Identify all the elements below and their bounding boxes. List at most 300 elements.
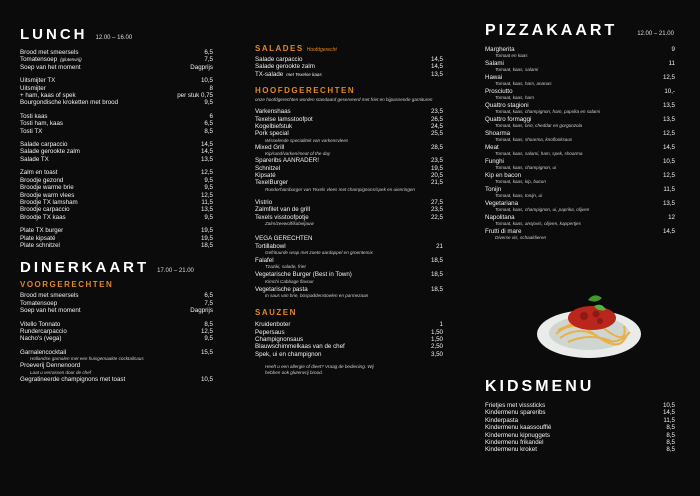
menu-item-label: Salami (485, 60, 504, 67)
menu-item-name (485, 214, 515, 221)
menu-item-price: 23,5 (430, 108, 443, 116)
menu-item-note: Tzaziki, salade, friet (265, 264, 306, 270)
menu-item-name (255, 71, 322, 78)
menu-item-note: Tomaat, kaas, salami, ham, spek, shoarma (495, 151, 583, 157)
menu-item-note: Kimchi Cabbage flavour (265, 278, 314, 284)
menu-item (255, 63, 443, 70)
menu-item-label: Pork special (255, 130, 289, 138)
menu-item (485, 46, 675, 53)
menu-item-label: Zalmfilet van de grill (255, 206, 311, 214)
menu-item-price: 10,5 (200, 375, 213, 383)
menu-item-note: Tomaat, kaas, champignon, ham, paprika en salami (495, 109, 601, 115)
menu-item (255, 123, 443, 130)
menu-item (485, 439, 675, 446)
pizza-title: PIZZAKAART (485, 22, 618, 39)
menu-item-label: Salade carpaccio (255, 56, 303, 63)
menu-item-label: Kogelbiefstuk (255, 123, 293, 131)
menu-item-name (255, 108, 291, 115)
menu-item (485, 228, 675, 235)
menu-item-label: Uitsmijter TX (20, 77, 56, 85)
menu-item-price: 13,5 (662, 200, 675, 207)
menu-item-price: 7,5 (204, 56, 213, 64)
menu-item-price: 8,5 (666, 431, 675, 439)
menu-item-price: 8,5 (666, 446, 675, 454)
menu-item (255, 144, 443, 151)
menu-item (255, 243, 443, 250)
menu-item-price: Dagprijs (190, 63, 213, 71)
spaghetti-plate-icon (534, 288, 644, 362)
menu-item (255, 329, 443, 336)
menu-item (20, 242, 213, 249)
menu-item-name (255, 179, 288, 186)
menu-item-label: Vitello Tonnato (20, 320, 61, 328)
menu-item-price: 13,5 (662, 102, 675, 109)
menu-item (20, 349, 213, 356)
menu-item-label: Kindermenu kroket (485, 446, 537, 454)
menu-item-name (255, 286, 308, 293)
menu-item (20, 192, 213, 199)
menu-item-price: 18,5 (200, 241, 213, 249)
menu-item-price: 10,5 (662, 158, 675, 165)
menu-item-label: Falafel (255, 256, 274, 264)
sauzen-title: SAUZEN (255, 308, 297, 318)
menu-item-name (20, 328, 67, 335)
diner-list (20, 292, 213, 383)
menu-item-price: 14,5 (430, 63, 443, 71)
menu-item-name (20, 64, 81, 71)
menu-item (485, 74, 675, 81)
menu-item-label: Funghi (485, 158, 504, 165)
menu-item-price: 14,5 (662, 409, 675, 417)
menu-item-note: Wisselende specialiteit van varkensvlees (265, 137, 349, 143)
menu-item (255, 206, 443, 213)
menu-item-price: 13,5 (200, 206, 213, 214)
pizza-column (485, 0, 675, 242)
menu-item-name (20, 206, 70, 213)
diner-title: DINERKAART (20, 259, 150, 277)
menu-item-price: 13,5 (200, 155, 213, 163)
menu-item-note: Tomaat, kaas, salami (495, 67, 539, 73)
menu-item-price: 10,5 (662, 402, 675, 409)
menu-item-price: 24,5 (430, 123, 443, 131)
menu-item (20, 321, 213, 328)
menu-item (20, 113, 213, 120)
menu-item-price: per stuk 0,75 (177, 92, 213, 100)
menu-item-name (20, 376, 125, 383)
menu-item-price: 10,5 (200, 77, 213, 85)
menu-item (255, 286, 443, 293)
menu-item-label: Spareribs AANRADER! (255, 157, 319, 165)
menu-item (20, 85, 213, 92)
menu-item (255, 71, 443, 78)
menu-item-price: 12,5 (662, 172, 675, 179)
menu-item (20, 49, 213, 56)
menu-item-name (485, 46, 515, 53)
menu-item-price: 18,5 (430, 271, 443, 279)
menu-item-label: Nacho's (vega) (20, 335, 62, 343)
menu-item-price: 19,5 (430, 164, 443, 172)
menu-item-price: 8,5 (666, 439, 675, 447)
menu-item-note: Hollandse garnalen met een huisgemaakte cocktailsaus (30, 356, 144, 362)
menu-item-name (255, 63, 315, 70)
menu-item (485, 409, 675, 416)
menu-item (20, 300, 213, 307)
menu-item (20, 307, 213, 314)
menu-item (485, 432, 675, 439)
menu-item-name (255, 123, 292, 130)
menu-item (255, 157, 443, 164)
menu-item-label: + ham, kaas of spek (20, 92, 76, 100)
menu-item-price: 1,50 (430, 335, 443, 343)
menu-item-note: Laat u verrassen door de chef (30, 369, 92, 375)
menu-item-label: Salade gerookte zalm (255, 63, 315, 71)
lunch-title: LUNCH (20, 26, 88, 43)
salades-header (255, 44, 443, 53)
menu-item-note: Tomaat, kaas, ham, ananas (495, 81, 552, 87)
menu-item-price: 21 (436, 242, 443, 250)
menu-item-name (485, 200, 518, 207)
menu-item (255, 199, 443, 206)
menu-item-name (255, 165, 280, 172)
menu-item-label: Kindermenu frikandel (485, 439, 544, 447)
menu-item-label: Spek, ui en champignon (255, 350, 322, 358)
menu-item-name (255, 243, 286, 250)
menu-item-label: Vegetarische pasta (255, 285, 308, 293)
menu-item-note: Zalm/zeewolf/kabeljauw (265, 221, 314, 227)
menu-item-note: Tomaat, kaas, tonijn, ui (495, 193, 543, 199)
menu-item-name (485, 402, 545, 409)
menu-item (485, 158, 675, 165)
menu-item-note: Runderhamburger van Texels vlees met champignons/spek en uienringen (265, 186, 415, 192)
menu-item-label: Napolitana (485, 214, 515, 221)
menu-item-note: Tomaat, kaas, shoarma, knoflooksaus (495, 137, 573, 143)
menu-item (485, 60, 675, 67)
menu-item-label: Brood met smeersels (20, 292, 79, 300)
menu-item (20, 148, 213, 155)
menu-item (485, 417, 675, 424)
menu-item-price: 11,5 (663, 186, 675, 193)
hoofd-intro: onze hoofdgerechten worden standaard geserveerd met friet en bijpassende garnituren (255, 97, 433, 103)
menu-item (485, 116, 675, 123)
menu-item-name (485, 116, 531, 123)
menu-item-price: 15,5 (200, 348, 213, 356)
menu-item-label: Texels visstoofpotje (255, 213, 309, 221)
menu-item (255, 165, 443, 172)
menu-item-label: Broodje warme brie (20, 184, 74, 192)
menu-item-name (485, 432, 550, 439)
lunch-list (20, 49, 213, 249)
menu-item-label: Kindermenu spareribs (485, 409, 546, 417)
menu-item-note: Tomaat, kaas, ansjovis, olijven, kappertjes (495, 221, 581, 227)
menu-item-note: Tomaat, kaas, champignon, ui, paprika, olijven (495, 207, 590, 213)
menu-item (20, 199, 213, 206)
menu-item-price: 27,5 (430, 198, 443, 206)
menu-item-name (485, 74, 502, 81)
menu-item (485, 88, 675, 95)
menu-item-price: 3,50 (430, 350, 443, 358)
menu-item-name (20, 242, 60, 249)
menu-item-name (20, 49, 78, 56)
menu-item-name (255, 144, 284, 151)
menu-item (255, 336, 443, 343)
menu-item-name (485, 446, 537, 453)
menu-item-sub: (glutenvrij) (60, 57, 82, 63)
menu-item-price: 26,5 (430, 115, 443, 123)
menu-item-name (20, 235, 55, 242)
menu-item-name (485, 409, 546, 416)
menu-item-name (20, 362, 80, 369)
menu-item-label: Broodje gezond (20, 176, 64, 184)
diner-header (20, 259, 213, 276)
lunch-column (20, 0, 213, 383)
menu-item-price: 18,5 (430, 285, 443, 293)
menu-item (255, 214, 443, 221)
pizza-header (485, 22, 675, 40)
menu-item-name (20, 77, 55, 84)
menu-item-label: Pepersaus (255, 328, 285, 336)
menu-item-price: 9,5 (204, 213, 213, 221)
diner-hours: 17.00 – 21.00 (157, 268, 194, 275)
menu-item-label: Salade TX (20, 155, 49, 163)
menu-item (255, 351, 443, 358)
menu-item (485, 200, 675, 207)
menu-item-name (255, 206, 310, 213)
menu-item-name (255, 214, 309, 221)
menu-item (20, 292, 213, 299)
menu-item (255, 343, 443, 350)
menu-item-price: 19,5 (200, 227, 213, 235)
menu-item-label: Kruidenboter (255, 321, 291, 329)
menu-item-price: 8,5 (666, 424, 675, 432)
menu-item (20, 235, 213, 242)
menu-item (20, 227, 213, 234)
menu-item (485, 214, 675, 221)
menu-item-price: 8,5 (204, 320, 213, 328)
hoofd-list (255, 108, 443, 227)
menu-item-name (20, 349, 66, 356)
menu-item-name (255, 199, 272, 206)
menu-item-label: Tomatensoep (20, 56, 58, 64)
menu-item-label: Salade carpaccio (20, 141, 68, 149)
menu-item-name (20, 300, 57, 307)
menu-item-label: TexelBurger (255, 179, 289, 187)
menu-item-label: Zalm en toast (20, 169, 58, 177)
menu-item-label: Kindermenu kipnuggets (485, 431, 551, 439)
menu-item-note: Diverse vis, schaaldieren (495, 235, 547, 241)
menu-item (255, 271, 443, 278)
menu-item (20, 128, 213, 135)
menu-item-label: Blauwschimmelkaas van de chef (255, 343, 345, 351)
menu-item-label: Frutti di mare (485, 228, 522, 235)
kids-list (485, 402, 675, 454)
menu-item-name (485, 144, 499, 151)
menu-item-name (485, 102, 529, 109)
menu-item (20, 169, 213, 176)
menu-item-label: Schnitzel (255, 164, 281, 172)
vega-title: VEGA GERECHTEN (255, 235, 313, 243)
menu-item (485, 130, 675, 137)
menu-item-label: Texelse lamsstoofpot (255, 115, 313, 123)
menu-item-name (485, 186, 501, 193)
menu-item (20, 56, 213, 63)
menu-item (255, 321, 443, 328)
menu-item-name (20, 292, 78, 299)
menu-item-label: Tortillabowl (255, 242, 286, 250)
menu-item-name (255, 329, 285, 336)
menu-item (20, 141, 213, 148)
menu-item-label: Kinderpasta (485, 416, 519, 424)
menu-item-name (20, 85, 46, 92)
menu-item-price: 8,5 (204, 127, 213, 135)
menu-item (20, 214, 213, 221)
menu-item-name (255, 343, 345, 350)
menu-item-name (485, 172, 521, 179)
menu-item-price: 10,- (664, 88, 675, 95)
menu-item-price: 13,5 (662, 116, 675, 123)
menu-item-price: 6 (209, 112, 213, 120)
menu-item-note: Tomaat, kaas, kip, bacon (495, 179, 546, 185)
menu-item-price: 21,5 (430, 179, 443, 187)
menu-item-name (20, 214, 66, 221)
menu-item-label: Hawai (485, 74, 503, 81)
vega-list (255, 243, 443, 301)
menu-item-label: Plate schnitzel (20, 241, 60, 249)
menu-item-price: 9,5 (204, 184, 213, 192)
menu-item-label: Broodje warm vlees (20, 191, 75, 199)
menu-item (255, 172, 443, 179)
sauzen-list (255, 321, 443, 358)
menu-item-price: 25,5 (430, 130, 443, 138)
menu-item-name (20, 335, 61, 342)
menu-item-price: Dagprijs (190, 307, 213, 315)
menu-item-name (20, 321, 60, 328)
menu-item-name (485, 424, 551, 431)
menu-item-price: 1,50 (430, 328, 443, 336)
menu-item-price: 9,5 (204, 176, 213, 184)
menu-item-price: 6,5 (204, 292, 213, 300)
menu-item-price: 14,5 (662, 228, 675, 235)
menu-item (485, 144, 675, 151)
menu-item-note: Gefrituurde wrap met zoete aardappel en groentemix (265, 249, 373, 255)
lunch-hours: 12.00 – 16.00 (95, 35, 133, 41)
menu-item-label: Broodje TX lamsham (20, 198, 78, 206)
menu-item-sub: met Texelse kaas (286, 71, 322, 77)
menu-item-label: Kip en bacon (485, 172, 522, 179)
menu-item-name (255, 130, 289, 137)
menu-item-label: Plate TX burger (20, 227, 64, 235)
menu-item-name (20, 128, 42, 135)
menu-item-name (255, 321, 290, 328)
menu-item-name (20, 113, 48, 120)
menu-item-name (485, 60, 504, 67)
menu-item-price: 8 (209, 84, 213, 92)
menu-item-label: Quattro formaggi (485, 116, 532, 123)
menu-item-price: 12,5 (200, 191, 213, 199)
menu-item-name (20, 141, 67, 148)
menu-item-label: Soep van het moment (20, 307, 81, 315)
menu-item-price: 11,5 (663, 416, 675, 424)
menu-item-price: 18,5 (430, 256, 443, 264)
menu-item-price: 13,5 (430, 70, 443, 78)
menu-item-label: Vegetarische Burger (Best in Town) (255, 271, 352, 279)
menu-item-name (485, 158, 504, 165)
menu-item-label: Shoarma (485, 130, 511, 137)
menu-item-price: 9,5 (204, 99, 213, 107)
menu-item-label: Frietjes met visssticks (485, 402, 546, 409)
menu-item-label: Garnalencocktail (20, 348, 67, 356)
menu-item-name (20, 56, 82, 63)
menu-item-label: Brood met smeersels (20, 49, 79, 56)
menu-item-label: Gegratineerde champignons met toast (20, 375, 126, 383)
menu-item (255, 257, 443, 264)
menu-item-price: 9 (671, 46, 675, 53)
menu-item-label: Prosciutto (485, 88, 513, 95)
menu-item (20, 362, 213, 369)
menu-item-name (20, 307, 81, 314)
menu-item-price: 11 (668, 60, 675, 67)
menu-item (255, 116, 443, 123)
menu-item-price: 12,5 (662, 130, 675, 137)
menu-item-name (255, 336, 303, 343)
menu-item-note: Tomaat en kaas (495, 53, 528, 59)
menu-item-price: 1 (439, 321, 443, 329)
menu-item-name (20, 177, 63, 184)
menu-item-price: 9,5 (204, 335, 213, 343)
menu-item-note: Tomaat, kaas, brie, cheddar en gorgonzola (495, 123, 583, 129)
menu-item (20, 99, 213, 106)
menu-item-label: Tosti kaas (20, 112, 48, 120)
menu-item (20, 328, 213, 335)
menu-item-price: 22,5 (430, 213, 443, 221)
menu-item (20, 64, 213, 71)
menu-item-name (20, 199, 78, 206)
menu-item-label: Kipsaté (255, 172, 276, 180)
menu-item-label: Broodje carpaccio (20, 206, 70, 214)
menu-item-price: 14,5 (200, 148, 213, 156)
menu-item-price: 2,50 (430, 343, 443, 351)
kids-column (485, 378, 675, 454)
menu-item-price: 23,5 (430, 157, 443, 165)
menu-item-price: 14,5 (430, 56, 443, 63)
menu-item-price: 23,5 (430, 206, 443, 214)
menu-item-label: Bourgondische kroketten met brood (20, 99, 119, 107)
menu-item-price: 11,5 (201, 198, 213, 206)
menu-item-price: 6,5 (204, 120, 213, 128)
menu-item-price: 28,5 (430, 143, 443, 151)
menu-item (485, 402, 675, 409)
menu-item-price: 6,5 (204, 49, 213, 56)
menu-item-price: 7,5 (204, 299, 213, 307)
menu-item-label: Meat (485, 144, 499, 151)
menu-item-label: Vistrio (255, 198, 273, 206)
menu-item-note: In saus van brie, bospaddenstoelen en parmezaan (265, 293, 369, 299)
menu-item (20, 184, 213, 191)
menu-item-label: Tosti ham, kaas (20, 120, 63, 128)
menu-item-label: Rundercarpaccio (20, 327, 67, 335)
menu-item (255, 179, 443, 186)
menu-item (255, 108, 443, 115)
menu-item-name (255, 56, 302, 63)
menu-item-name (485, 130, 510, 137)
salades-title: SALADES (255, 44, 304, 53)
menu-item (20, 206, 213, 213)
menu-item (20, 335, 213, 342)
menu-item (255, 130, 443, 137)
menu-item-name (485, 439, 543, 446)
menu-item-name (255, 271, 352, 278)
menu-item (255, 56, 443, 63)
menu-item-label: Salade gerookte zalm (20, 148, 80, 156)
